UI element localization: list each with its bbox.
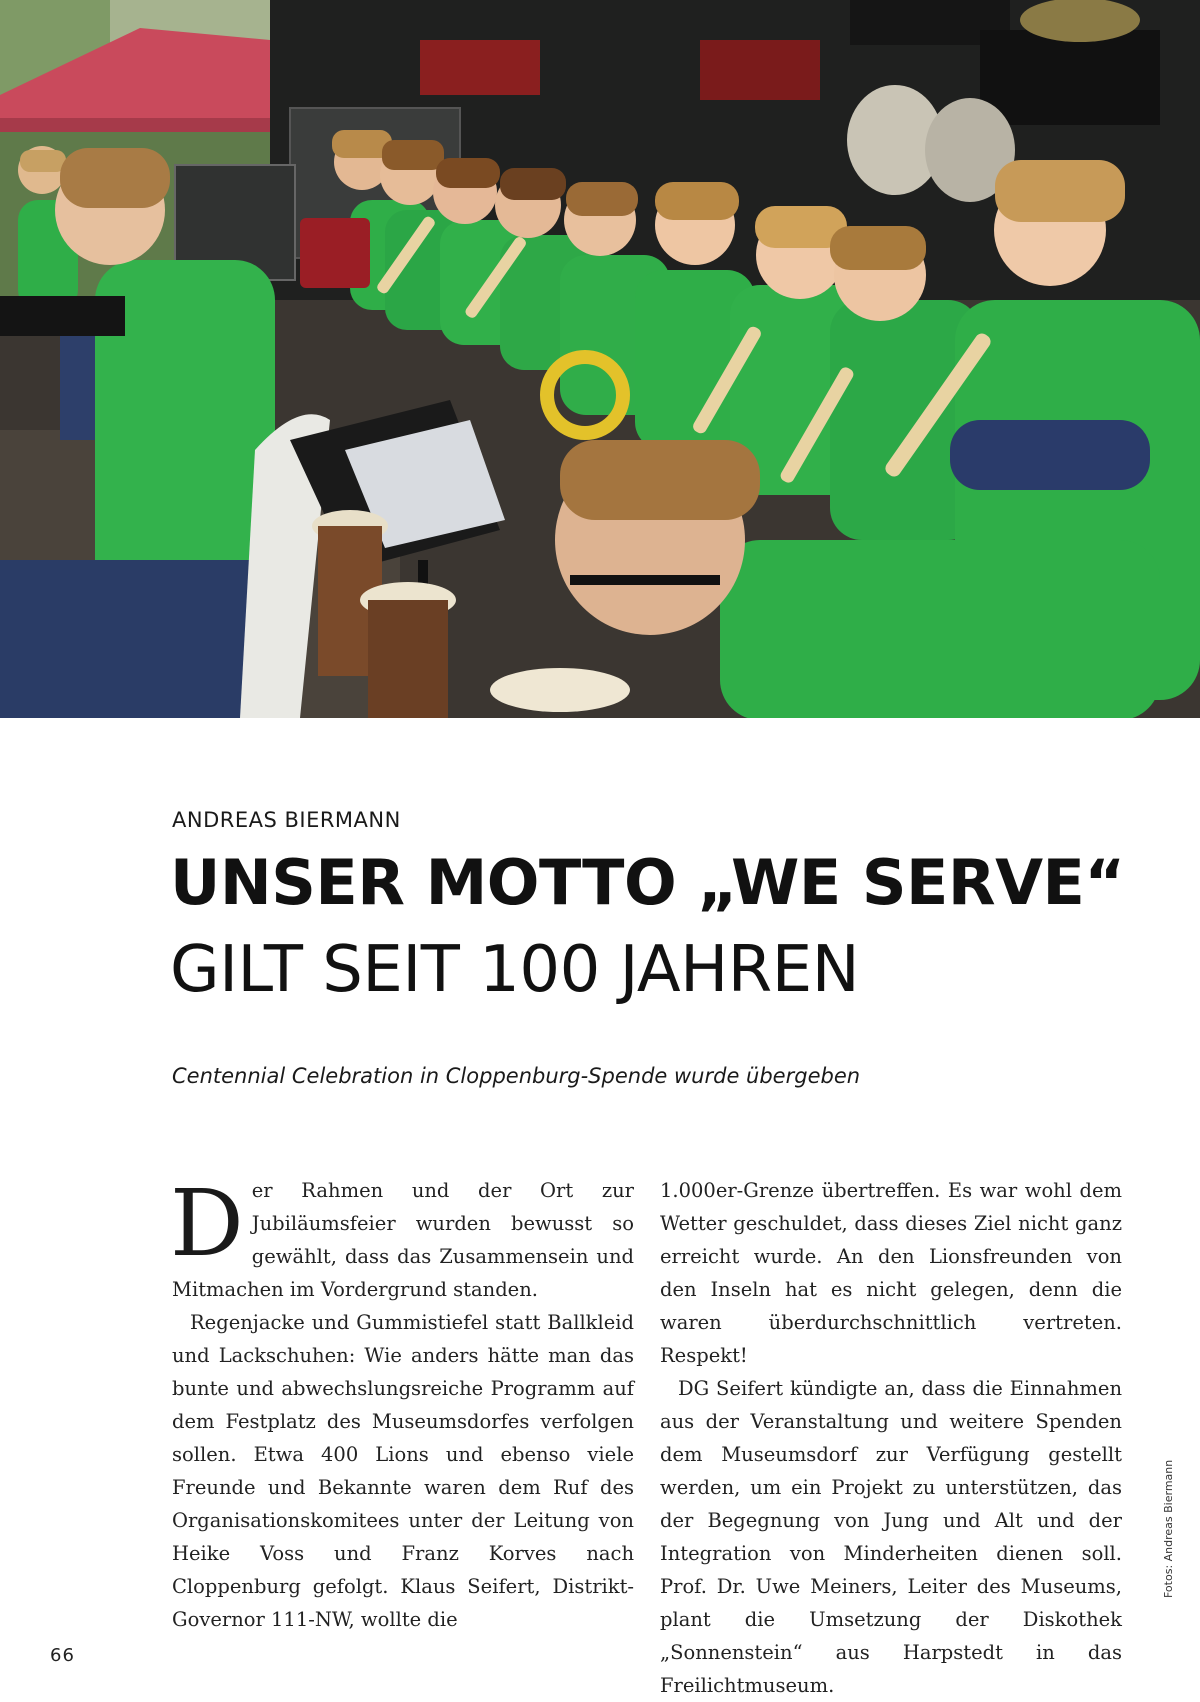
body-paragraph <box>170 1170 634 1306</box>
subheadline: GILT SEIT 100 JAHREN <box>170 933 860 1007</box>
headline: UNSER MOTTO „WE SERVE“ <box>170 846 1125 919</box>
body-paragraph: Regenjacke und Gummistiefel statt Ballkleid und Lackschuhen: Wie anders hätte man das bunte und abwechslungsreiche Programm auf dem Festplatz des Museumsdorfes verfolgen sollen. Etwa 400 Lions und ebenso viele Freunde und Bekannte waren dem Ruf des Organisationskomitees unter der Leitung von Heike Voss und Franz Korves nach Cloppenburg gefolgt. Klaus Seifert, Distrikt-Governor 111-NW, wollte die <box>172 1311 634 1631</box>
hero-photo <box>0 0 1200 718</box>
band-performance-illustration <box>0 0 1200 718</box>
body-column-left <box>170 1170 634 1636</box>
deck-subtitle: Centennial Celebration in Cloppenburg-Spende wurde übergeben <box>172 1064 861 1088</box>
body-paragraph: 1.000er-Grenze übertreffen. Es war wohl dem Wetter geschuldet, dass dieses Ziel nicht ganz erreicht wurde. An den Lionsfreunden von den Inseln hat es nicht gelegen, denn die waren überdurchschnittlich vertreten. Respekt! <box>660 1179 1122 1367</box>
page-number: 66 <box>50 1645 75 1666</box>
body-paragraph: DG Seifert kündigte an, dass die Einnahmen aus der Veranstaltung und weitere Spenden dem Museumsdorf zur Verfügung gestellt werden, um ein Projekt zu unterstützen, das der Begegnung von Jung und Alt und der Integration von Minderheiten dienen soll. Prof. Dr. Uwe Meiners, Leiter des Museums, plant die Umsetzung der Diskothek „Sonnenstein“ aus Harpstedt in das Freilichtmuseum. <box>660 1377 1122 1697</box>
paragraph-text: er Rahmen und der Ort zur Jubiläumsfeier wurden bewusst so gewählt, dass das Zusammensein und Mitmachen im Vordergrund standen. <box>172 1179 634 1301</box>
drop-cap: D <box>170 1170 244 1277</box>
photo-credit: Fotos: Andreas Biermann <box>1162 1459 1175 1598</box>
body-column-right <box>660 1174 1122 1702</box>
author-byline: ANDREAS BIERMANN <box>172 808 401 832</box>
